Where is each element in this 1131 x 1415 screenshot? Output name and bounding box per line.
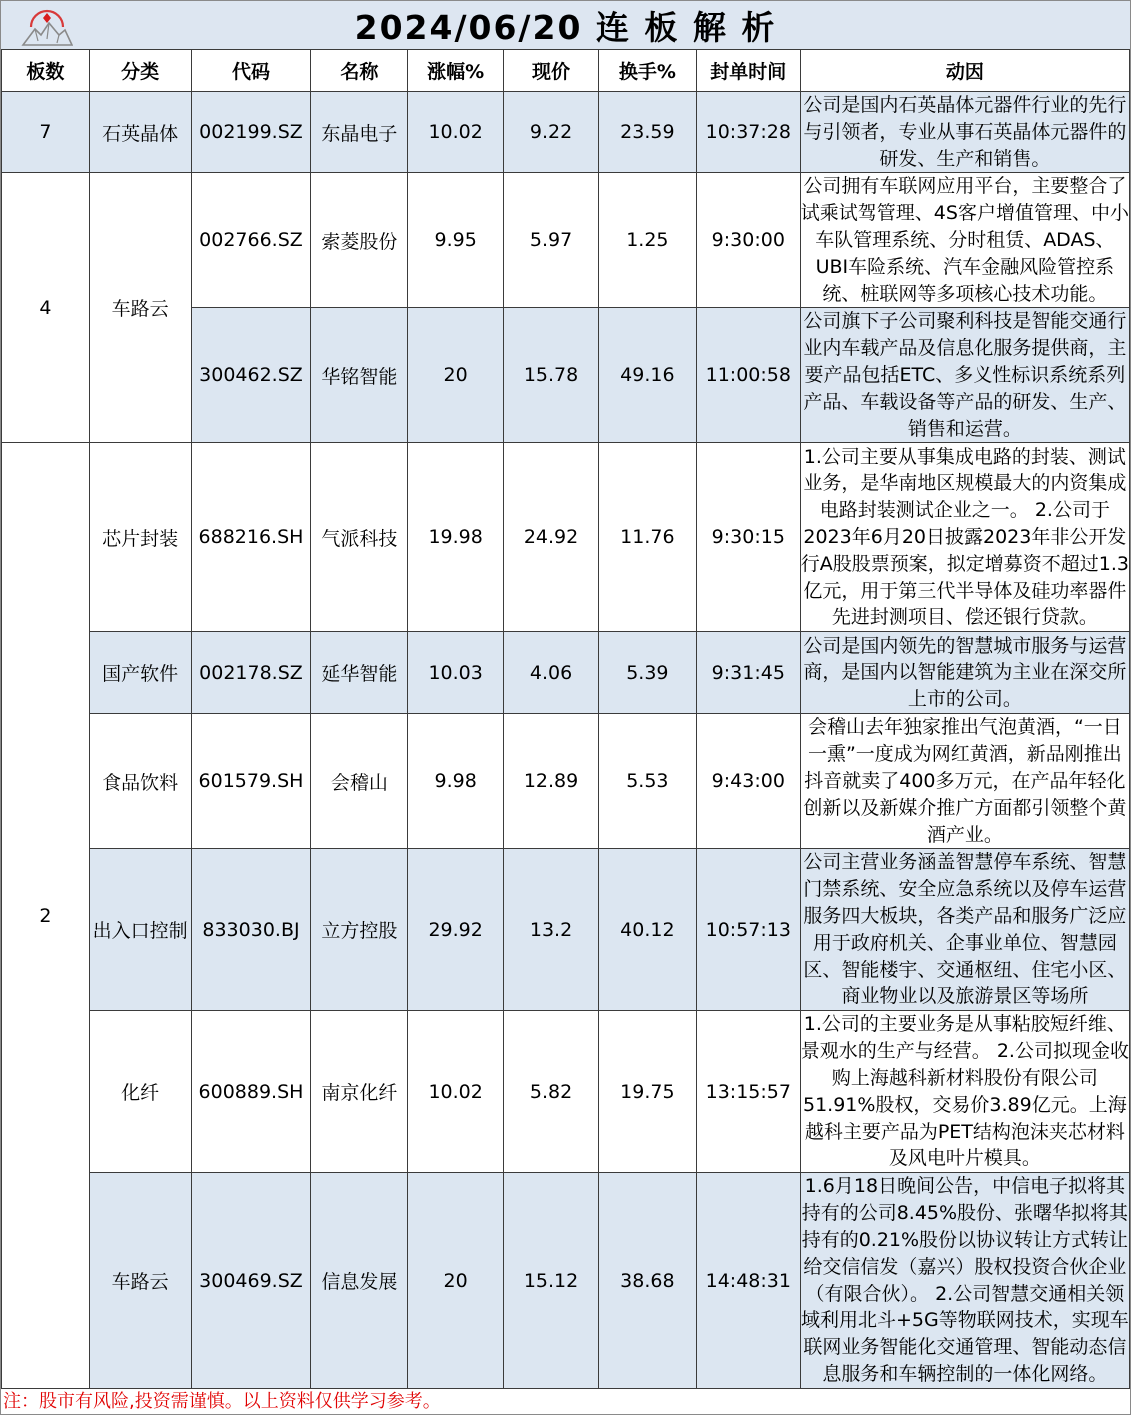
turnover-cell: 19.75 [598,1011,696,1173]
reason-cell: 1.6月18日晚间公告，中信电子拟将其持有的公司8.45%股份、张曙华拟将其持有的0.21%股份以协议转让方式转让给交信信发（嘉兴）股权投资合伙企业（有限合伙）。 2.公司智慧交通相关领域利用北斗+5G等物联网技术，实现车联网业务智能化交通管理、智能动态信息服务和车辆控制的一体化网络。 [800,1173,1129,1388]
seal-time-cell: 9:43:00 [696,714,800,849]
turnover-cell: 5.53 [598,714,696,849]
change-cell: 20 [408,1173,504,1388]
code-cell: 002178.SZ [191,632,311,714]
code-cell: 600889.SH [191,1011,311,1173]
table-row [2,632,1130,714]
category-cell: 车路云 [89,173,191,443]
header-price: 现价 [504,50,599,92]
name-cell: 延华智能 [311,632,408,714]
name-cell: 信息发展 [311,1173,408,1388]
category-cell: 化纤 [89,1011,191,1173]
change-cell: 20 [408,308,504,443]
code-cell: 002199.SZ [191,92,311,173]
reason-cell: 公司是国内领先的智慧城市服务与运营商，是国内以智能建筑为主业在深交所上市的公司。 [800,632,1129,714]
code-cell: 688216.SH [191,443,311,632]
price-cell: 5.97 [504,173,599,308]
price-cell: 15.78 [504,308,599,443]
change-cell: 9.95 [408,173,504,308]
change-cell: 19.98 [408,443,504,632]
seal-time-cell: 10:57:13 [696,849,800,1011]
seal-time-cell: 14:48:31 [696,1173,800,1388]
reason-cell: 公司是国内石英晶体元器件行业的先行与引领者，专业从事石英晶体元器件的研发、生产和销售。 [800,92,1129,173]
mountain-logo-icon [21,3,73,47]
price-cell: 5.82 [504,1011,599,1173]
reason-cell: 公司拥有车联网应用平台，主要整合了试乘试驾管理、4S客户增值管理、中小车队管理系统、分时租赁、ADAS、UBI车险系统、汽车金融风险管控系统、桩联网等多项核心技术功能。 [800,173,1129,308]
seal-time-cell: 9:31:45 [696,632,800,714]
name-cell: 华铭智能 [311,308,408,443]
category-cell: 石英晶体 [89,92,191,173]
header-seal-time: 封单时间 [696,50,800,92]
category-cell: 芯片封装 [89,443,191,632]
code-cell: 002766.SZ [191,173,311,308]
code-cell: 300469.SZ [191,1173,311,1388]
table-row [2,92,1130,173]
seal-time-cell: 11:00:58 [696,308,800,443]
table-row [2,173,1130,308]
code-cell: 833030.BJ [191,849,311,1011]
price-cell: 24.92 [504,443,599,632]
turnover-cell: 38.68 [598,1173,696,1388]
boards-cell: 2 [2,443,90,1388]
turnover-cell: 40.12 [598,849,696,1011]
header-turnover: 换手% [598,50,696,92]
change-cell: 10.03 [408,632,504,714]
header-reason: 动因 [800,50,1129,92]
price-cell: 12.89 [504,714,599,849]
reason-cell: 公司旗下子公司聚利科技是智能交通行业内车载产品及信息化服务提供商，主要产品包括ETC、多义性标识系统系列产品、车载设备等产品的研发、生产、销售和运营。 [800,308,1129,443]
table-row [2,1173,1130,1388]
turnover-cell: 23.59 [598,92,696,173]
category-cell: 国产软件 [89,632,191,714]
boards-cell: 4 [2,173,90,443]
limit-up-table [1,49,1130,1389]
category-cell: 食品饮料 [89,714,191,849]
seal-time-cell: 9:30:00 [696,173,800,308]
category-cell: 车路云 [89,1173,191,1388]
code-cell: 300462.SZ [191,308,311,443]
header-category: 分类 [89,50,191,92]
turnover-cell: 5.39 [598,632,696,714]
table-row [2,1011,1130,1173]
table-row [2,714,1130,849]
table-row [2,443,1130,632]
change-cell: 10.02 [408,92,504,173]
header-name: 名称 [311,50,408,92]
reason-cell: 1.公司的主要业务是从事粘胶短纤维、景观水的生产与经营。 2.公司拟现金收购上海越科新材料股份有限公司51.91%股权，交易价3.89亿元。上海越科主要产品为PET结构泡沫夹芯材料及风电叶片模具。 [800,1011,1129,1173]
price-cell: 9.22 [504,92,599,173]
header-row [2,50,1130,92]
page-title: 2024/06/20 连 板 解 析 [354,7,777,47]
code-cell: 601579.SH [191,714,311,849]
name-cell: 东晶电子 [311,92,408,173]
reason-cell: 公司主营业务涵盖智慧停车系统、智慧门禁系统、安全应急系统以及停车运营服务四大板块，各类产品和服务广泛应用于政府机关、企事业单位、智慧园区、智能楼宇、交通枢纽、住宅小区、商业物业以及旅游景区等场所 [800,849,1129,1011]
name-cell: 立方控股 [311,849,408,1011]
turnover-cell: 49.16 [598,308,696,443]
change-cell: 10.02 [408,1011,504,1173]
reason-cell: 1.公司主要从事集成电路的封装、测试业务，是华南地区规模最大的内资集成电路封装测试企业之一。 2.公司于2023年6月20日披露2023年非公开发行A股股票预案，拟定增募资不超过1.3亿元，用于第三代半导体及硅功率器件先进封测项目、偿还银行贷款。 [800,443,1129,632]
reason-cell: 会稽山去年独家推出气泡黄酒，“一日一熏”一度成为网红黄酒，新品刚推出抖音就卖了400多万元，在产品年轻化创新以及新媒介推广方面都引领整个黄酒产业。 [800,714,1129,849]
name-cell: 南京化纤 [311,1011,408,1173]
turnover-cell: 11.76 [598,443,696,632]
name-cell: 会稽山 [311,714,408,849]
header-code: 代码 [191,50,311,92]
name-cell: 索菱股份 [311,173,408,308]
boards-cell: 7 [2,92,90,173]
seal-time-cell: 13:15:57 [696,1011,800,1173]
price-cell: 13.2 [504,849,599,1011]
change-cell: 9.98 [408,714,504,849]
price-cell: 4.06 [504,632,599,714]
title-bar [1,1,1130,50]
seal-time-cell: 10:37:28 [696,92,800,173]
price-cell: 15.12 [504,1173,599,1388]
table-row [2,849,1130,1011]
turnover-cell: 1.25 [598,173,696,308]
name-cell: 气派科技 [311,443,408,632]
seal-time-cell: 9:30:15 [696,443,800,632]
header-change: 涨幅% [408,50,504,92]
category-cell: 出入口控制 [89,849,191,1011]
risk-disclaimer: 注：股市有风险,投资需谨慎。以上资料仅供学习参考。 [3,1391,441,1412]
change-cell: 29.92 [408,849,504,1011]
header-boards: 板数 [2,50,90,92]
